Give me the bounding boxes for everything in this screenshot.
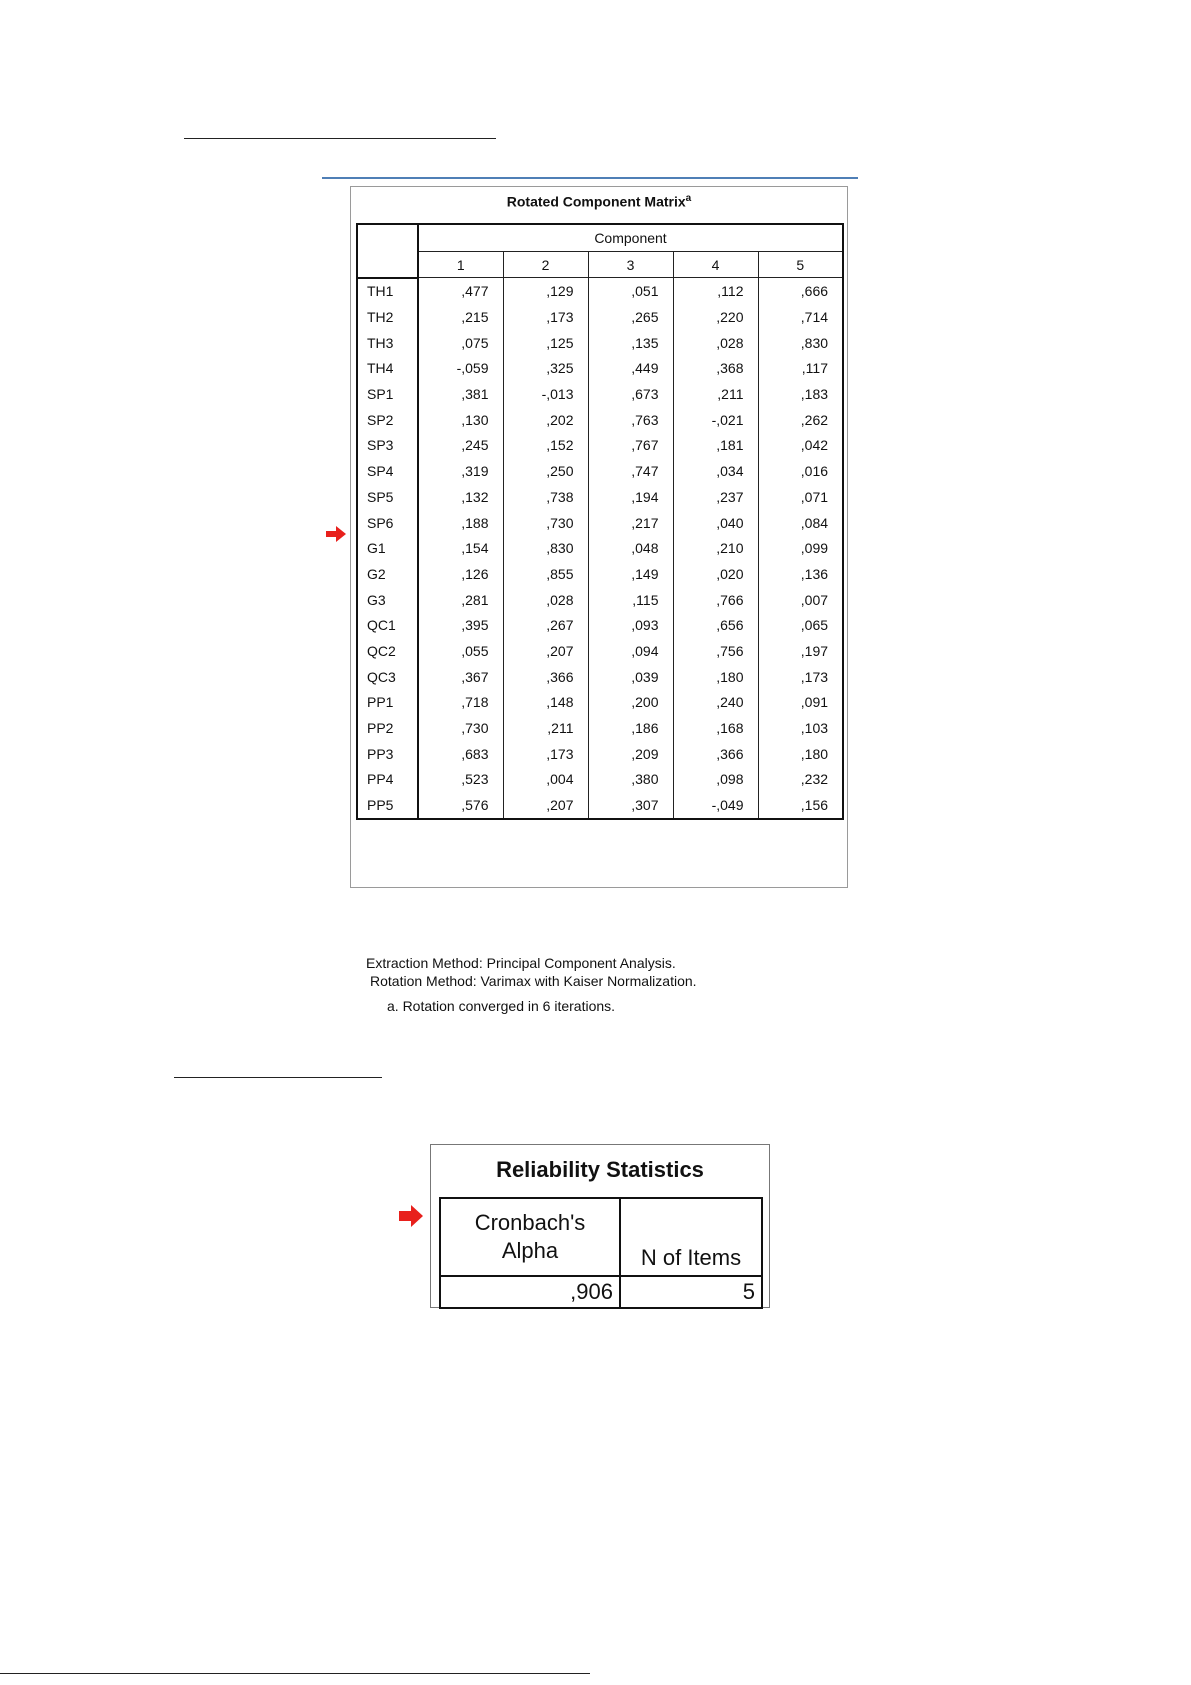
loading-cell: ,202: [503, 407, 588, 433]
loading-cell: ,168: [673, 715, 758, 741]
loading-cell: ,395: [461, 617, 489, 634]
loading-cell: ,281: [461, 591, 489, 608]
row-label: SP3: [357, 433, 418, 459]
loading-cell: ,209: [588, 741, 673, 767]
loading-cell: ,186: [588, 715, 673, 741]
column-header: 5: [758, 252, 843, 278]
reliability-statistics-panel: [430, 1144, 770, 1308]
table-row: [357, 433, 843, 459]
table-row: [357, 741, 843, 767]
table-row: [357, 535, 843, 561]
loading-cell: ,028: [503, 587, 588, 613]
row-label: G1: [357, 535, 418, 561]
loading-cell: ,130: [461, 411, 489, 428]
loading-cell: ,129: [503, 278, 588, 305]
loading-cell: -,021: [673, 407, 758, 433]
row-label: SP2: [357, 407, 418, 433]
loading-cell: ,103: [758, 715, 843, 741]
loading-cell: ,307: [588, 792, 673, 819]
loading-cell: ,188: [461, 514, 489, 531]
loading-cell: ,207: [503, 792, 588, 819]
column-header: 2: [503, 252, 588, 278]
row-label: QC2: [357, 638, 418, 664]
loading-cell: ,449: [588, 356, 673, 382]
loading-cell: ,763: [588, 407, 673, 433]
loading-cell: -,013: [503, 381, 588, 407]
loading-cell: ,250: [503, 458, 588, 484]
loading-cell: ,855: [503, 561, 588, 587]
loading-cell: ,197: [758, 638, 843, 664]
loading-cell: ,042: [758, 433, 843, 459]
loading-cell: ,207: [503, 638, 588, 664]
column-number-row: [357, 252, 843, 278]
rotated-component-matrix-panel: [350, 186, 848, 1014]
loading-cell: -,059: [456, 360, 489, 377]
row-label: SP5: [357, 484, 418, 510]
row-label: QC3: [357, 664, 418, 690]
loading-cell: ,075: [461, 334, 489, 351]
row-label: TH1: [357, 278, 418, 305]
table-row: [357, 587, 843, 613]
loading-cell: ,477: [461, 283, 489, 300]
loading-cell: ,210: [673, 535, 758, 561]
row-label: SP6: [357, 510, 418, 536]
loading-cell: ,730: [461, 720, 489, 737]
loading-cell: ,112: [673, 278, 758, 305]
loading-cell: ,034: [673, 458, 758, 484]
loading-cell: ,656: [673, 612, 758, 638]
loading-cell: ,007: [758, 587, 843, 613]
reliability-table: [439, 1197, 763, 1309]
loading-cell: ,714: [758, 304, 843, 330]
column-header: 4: [673, 252, 758, 278]
loading-cell: ,125: [503, 330, 588, 356]
table-row: [357, 612, 843, 638]
table-row: [357, 792, 843, 819]
row-label: G3: [357, 587, 418, 613]
table-row: [357, 278, 843, 305]
heading-underline-2: [174, 1077, 382, 1078]
column-header: 3: [588, 252, 673, 278]
table-row: [357, 356, 843, 382]
convergence-note: a. Rotation converged in 6 iterations.: [387, 998, 616, 1014]
loading-cell: ,673: [588, 381, 673, 407]
loading-cell: ,240: [673, 690, 758, 716]
heading-underline-1: [184, 138, 496, 139]
row-label: PP4: [357, 767, 418, 793]
loading-cell: ,004: [503, 767, 588, 793]
red-arrow-icon: [326, 526, 346, 542]
loading-cell: ,071: [758, 484, 843, 510]
loading-cell: ,126: [461, 565, 489, 582]
row-label: TH4: [357, 356, 418, 382]
loading-cell: ,154: [461, 540, 489, 557]
loading-cell: ,093: [588, 612, 673, 638]
table-row: [357, 638, 843, 664]
extraction-method-note: Extraction Method: Principal Component Analysis.: [366, 955, 676, 971]
row-label: SP4: [357, 458, 418, 484]
loading-cell: ,576: [418, 792, 503, 819]
footnote-separator: [0, 1673, 590, 1674]
table-row: [357, 767, 843, 793]
loading-cell: ,132: [461, 488, 489, 505]
loading-cell: ,766: [673, 587, 758, 613]
loading-cell: ,173: [758, 664, 843, 690]
loading-cell: ,091: [758, 690, 843, 716]
loading-cell: ,040: [673, 510, 758, 536]
loading-cell: -,049: [673, 792, 758, 819]
loading-cell: ,180: [673, 664, 758, 690]
loading-cell: ,830: [758, 330, 843, 356]
loading-cell: ,048: [588, 535, 673, 561]
loading-cell: ,152: [503, 433, 588, 459]
table-top-rule: [322, 177, 858, 179]
row-label: PP5: [357, 792, 418, 819]
loading-cell: ,730: [503, 510, 588, 536]
loading-cell: ,756: [673, 638, 758, 664]
loading-cell: ,084: [758, 510, 843, 536]
loading-cell: ,183: [758, 381, 843, 407]
loading-cell: ,115: [588, 587, 673, 613]
row-label: PP3: [357, 741, 418, 767]
loading-cell: ,194: [588, 484, 673, 510]
loading-cell: ,220: [673, 304, 758, 330]
loading-cell: ,262: [758, 407, 843, 433]
loading-cell: ,366: [673, 741, 758, 767]
table-row: [357, 330, 843, 356]
loading-cell: ,136: [758, 561, 843, 587]
loading-cell: ,367: [461, 668, 489, 685]
loading-cell: ,319: [461, 463, 489, 480]
reliability-title: Reliability Statistics: [496, 1157, 704, 1182]
rotation-method-note: Rotation Method: Varimax with Kaiser Normalization.: [370, 973, 697, 989]
row-label: SP1: [357, 381, 418, 407]
cronbachs-alpha-header: Cronbach's Alpha: [440, 1198, 620, 1276]
row-label: PP1: [357, 690, 418, 716]
loading-cell: ,523: [461, 771, 489, 788]
loading-cell: ,366: [503, 664, 588, 690]
table-row: [357, 715, 843, 741]
loading-cell: ,135: [588, 330, 673, 356]
table-row: [357, 484, 843, 510]
row-label: QC1: [357, 612, 418, 638]
loading-cell: ,368: [673, 356, 758, 382]
loading-cell: ,245: [461, 437, 489, 454]
loading-cell: ,148: [503, 690, 588, 716]
loading-cell: ,215: [461, 309, 489, 326]
loading-cell: ,098: [673, 767, 758, 793]
loading-cell: ,200: [588, 690, 673, 716]
loading-cell: ,718: [461, 694, 489, 711]
component-header: Component: [418, 224, 843, 252]
loading-cell: ,181: [673, 433, 758, 459]
loading-cell: ,117: [758, 356, 843, 382]
row-label: TH2: [357, 304, 418, 330]
loading-cell: ,180: [758, 741, 843, 767]
loading-cell: ,020: [673, 561, 758, 587]
loading-cell: ,099: [758, 535, 843, 561]
loading-cell: ,738: [503, 484, 588, 510]
table-row: [357, 510, 843, 536]
table-row: [357, 664, 843, 690]
corner-cell: [357, 224, 418, 278]
loading-cell: ,683: [461, 745, 489, 762]
loading-cell: ,051: [588, 278, 673, 305]
n-of-items-header: N of Items: [620, 1198, 762, 1276]
table-row: [357, 458, 843, 484]
loading-cell: ,380: [588, 767, 673, 793]
loading-cell: ,211: [503, 715, 588, 741]
loading-cell: ,016: [758, 458, 843, 484]
table-row: [357, 381, 843, 407]
loading-cell: ,156: [758, 792, 843, 819]
cronbachs-alpha-value: ,906: [440, 1276, 620, 1308]
n-of-items-value: 5: [620, 1276, 762, 1308]
row-label: TH3: [357, 330, 418, 356]
loading-cell: ,211: [673, 381, 758, 407]
loading-cell: ,325: [503, 356, 588, 382]
loading-cell: ,232: [758, 767, 843, 793]
loading-cell: ,666: [758, 278, 843, 305]
loading-cell: ,265: [588, 304, 673, 330]
column-header: 1: [418, 252, 503, 278]
loading-cell: ,065: [758, 612, 843, 638]
loading-cell: ,267: [503, 612, 588, 638]
table-row: [357, 407, 843, 433]
matrix-body: [357, 278, 843, 819]
loading-cell: ,039: [588, 664, 673, 690]
loading-cell: ,055: [461, 642, 489, 659]
table-row: [357, 561, 843, 587]
row-label: G2: [357, 561, 418, 587]
matrix-title: Rotated Component Matrix$^a$: [506, 193, 692, 210]
table-row: [357, 690, 843, 716]
red-arrow-icon: [399, 1205, 423, 1227]
rotated-component-matrix-table: [356, 223, 844, 820]
table-row: [357, 304, 843, 330]
loading-cell: ,237: [673, 484, 758, 510]
loading-cell: ,173: [503, 304, 588, 330]
loading-cell: ,381: [461, 386, 489, 403]
loading-cell: ,830: [503, 535, 588, 561]
loading-cell: ,094: [588, 638, 673, 664]
loading-cell: ,747: [588, 458, 673, 484]
loading-cell: ,767: [588, 433, 673, 459]
loading-cell: ,173: [503, 741, 588, 767]
row-label: PP2: [357, 715, 418, 741]
loading-cell: ,028: [673, 330, 758, 356]
loading-cell: ,217: [588, 510, 673, 536]
loading-cell: ,149: [588, 561, 673, 587]
